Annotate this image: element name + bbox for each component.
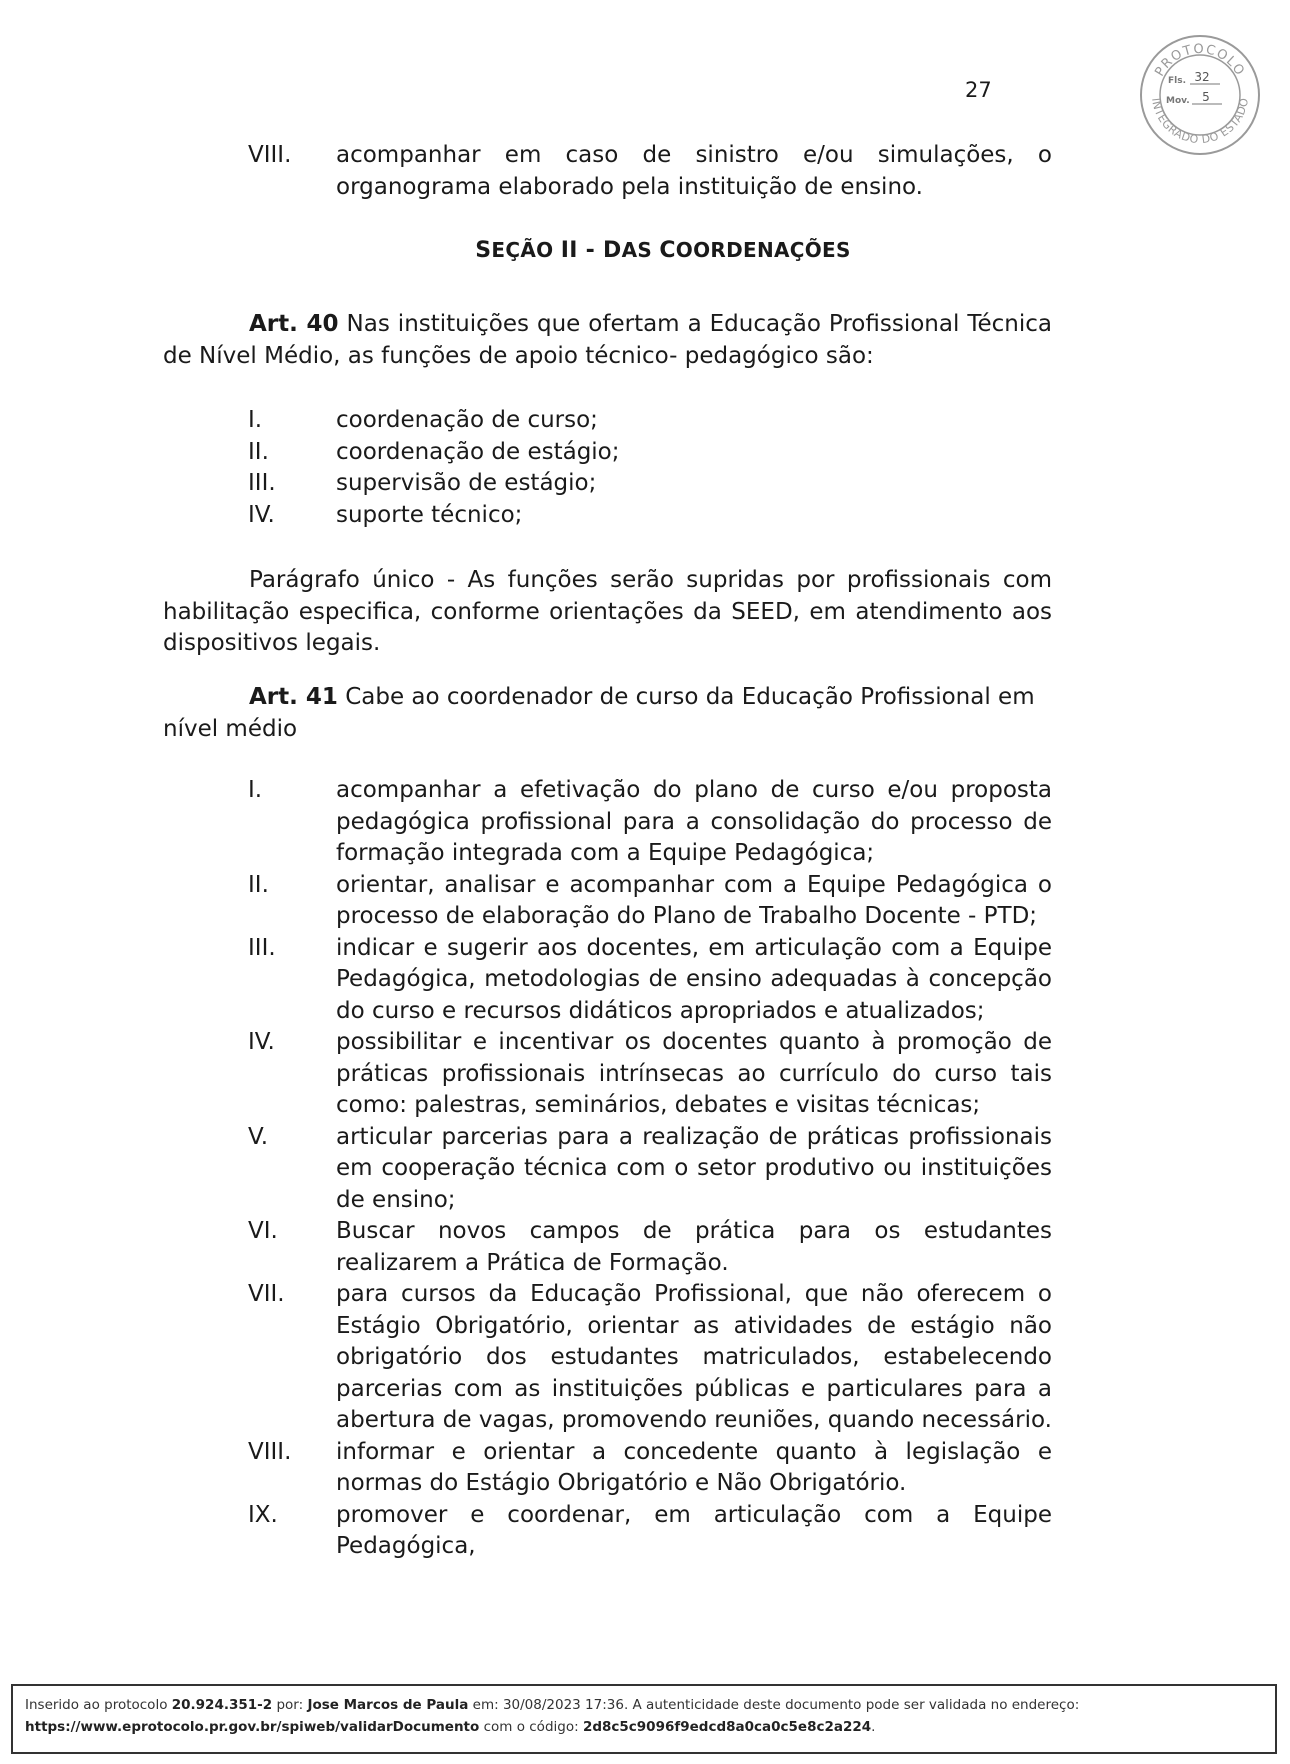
section-title-part: AS [621,238,660,262]
item-text: orientar, analisar e acompanhar com a Equipe Pedagógica o processo de elaboração do Plano de Trabalho Docente - PTD; [336,871,1052,929]
paragrafo-unico: Parágrafo único - As funções serão supridas por profissionais com habilitação especifica, conforme orientações da SEED, em atendimento aos dispositivos legais. [163,567,1052,656]
stamp-graphic [1138,33,1263,158]
footer-text: Inserido ao protocolo [25,1697,172,1713]
list-item [248,1122,1052,1217]
item-text: coordenação de estágio; [336,438,620,465]
list-item [248,500,1052,532]
item-text: coordenação de curso; [336,407,598,433]
article-text: Nas instituições que ofertam a Educação Profissional Técnica de Nível Médio, as funções de apoio técnico- pedagógico são: [163,311,1052,369]
article-40 [163,309,1052,372]
protocol-stamp [1138,33,1263,158]
list-item [248,405,1052,437]
item-number: VII. [248,1281,285,1307]
list-item [248,468,1052,500]
item-list-top [248,140,1052,203]
article-text: Cabe ao coordenador de curso da Educação Profissional em nível médio [163,684,1035,742]
section-title-part: EÇÃO [491,238,561,262]
list-item [248,775,1052,870]
list-item [248,933,1052,1028]
list-item [248,1437,1052,1500]
item-number: VI. [248,1218,278,1244]
list-item [248,437,1052,469]
list-item [248,1027,1052,1122]
footer-author: Jose Marcos de Paula [307,1697,469,1713]
item-number: VIII. [248,142,292,168]
item-text: promover e coordenar, em articulação com a Equipe Pedagógica, [336,1501,1052,1559]
section-title-part: C [659,238,676,263]
list-item [248,1216,1052,1279]
item-number: II. [248,871,269,898]
item-text: suporte técnico; [336,501,523,528]
item-number: V. [248,1123,269,1150]
article-label: Art. 41 [249,684,338,710]
item-number: IV. [248,1029,275,1055]
item-number: I. [248,407,263,433]
section-title-part: S [475,238,492,263]
list-item [248,1279,1052,1437]
article-41-items [248,775,1052,1563]
footer-text: por: [272,1697,308,1713]
footer-validation-code: 2d8c5c9096f9edcd8a0ca0c5e8c2a224 [582,1719,872,1735]
article-label: Art. 40 [249,311,339,337]
stamp-fls-label: Fls. [1168,76,1187,86]
item-text: informar e orientar a concedente quanto à legislação e normas do Estágio Obrigatório e Não Obrigatório. [336,1438,1052,1496]
item-text: indicar e sugerir aos docentes, em articulação com a Equipe Pedagógica, metodologias de ensino adequadas à concepção do curso e recursos didáticos apropriados e atualizados; [336,934,1052,1024]
article-41 [163,682,1054,745]
item-number: II. [248,438,269,465]
footer-protocol-number: 20.924.351-2 [171,1697,273,1713]
item-number: VIII. [248,1438,292,1465]
svg-text:INTEGRADO DO ESTADO: INTEGRADO DO ESTADO [1149,96,1252,147]
item-text: Buscar novos campos de prática para os estudantes realizarem a Prática de Formação. [336,1218,1052,1276]
list-item [248,870,1052,933]
item-text: acompanhar em caso de sinistro e/ou simulações, o organograma elaborado pela instituição de ensino. [336,142,1052,200]
footer-text: com o código: [479,1719,583,1735]
item-number: III. [248,934,276,961]
footer-text: em: 30/08/2023 17:36. A autenticidade deste documento pode ser validada no endereço: [468,1697,1080,1713]
section-title [163,238,1163,263]
section-title-part: II - D [560,238,622,263]
item-text: supervisão de estágio; [336,470,597,496]
item-number: I. [248,777,263,803]
section-title-part: OORDENAÇÕES [675,238,851,262]
footer-validation-link[interactable]: https://www.eprotocolo.pr.gov.br/spiweb/validarDocumento [25,1719,480,1735]
stamp-mov-value: 5 [1202,90,1210,104]
footer-text: . [871,1719,876,1735]
article-40-items [248,405,1052,531]
stamp-mov-label: Mov. [1166,96,1190,106]
item-number: IV. [248,501,275,528]
svg-text:PROTOCOLO: PROTOCOLO [1152,41,1248,80]
page-number: 27 [965,78,992,102]
item-text: acompanhar a efetivação do plano de curso e/ou proposta pedagógica profissional para a consolidação do processo de formação integrada com a Equipe Pedagógica; [336,777,1052,866]
footer-authentication [11,1684,1277,1754]
list-item [248,140,1052,203]
stamp-fls-value: 32 [1194,70,1210,84]
item-number: IX. [248,1501,278,1528]
item-text: para cursos da Educação Profissional, que não oferecem o Estágio Obrigatório, orientar as atividades de estágio não obrigatório dos estudantes matriculados, estabelecendo parcerias com as instituições públicas e particulares para a abertura de vagas, promovendo reuniões, quando necessário. [336,1281,1052,1433]
item-text: possibilitar e incentivar os docentes quanto à promoção de práticas profissionais intrínsecas ao currículo do curso tais como: palestras, seminários, debates e visitas técnicas; [336,1029,1052,1118]
list-item [248,1500,1052,1563]
item-number: III. [248,470,276,496]
item-text: articular parcerias para a realização de práticas profissionais em cooperação técnica com o setor produtivo ou instituições de ensino; [336,1123,1052,1213]
